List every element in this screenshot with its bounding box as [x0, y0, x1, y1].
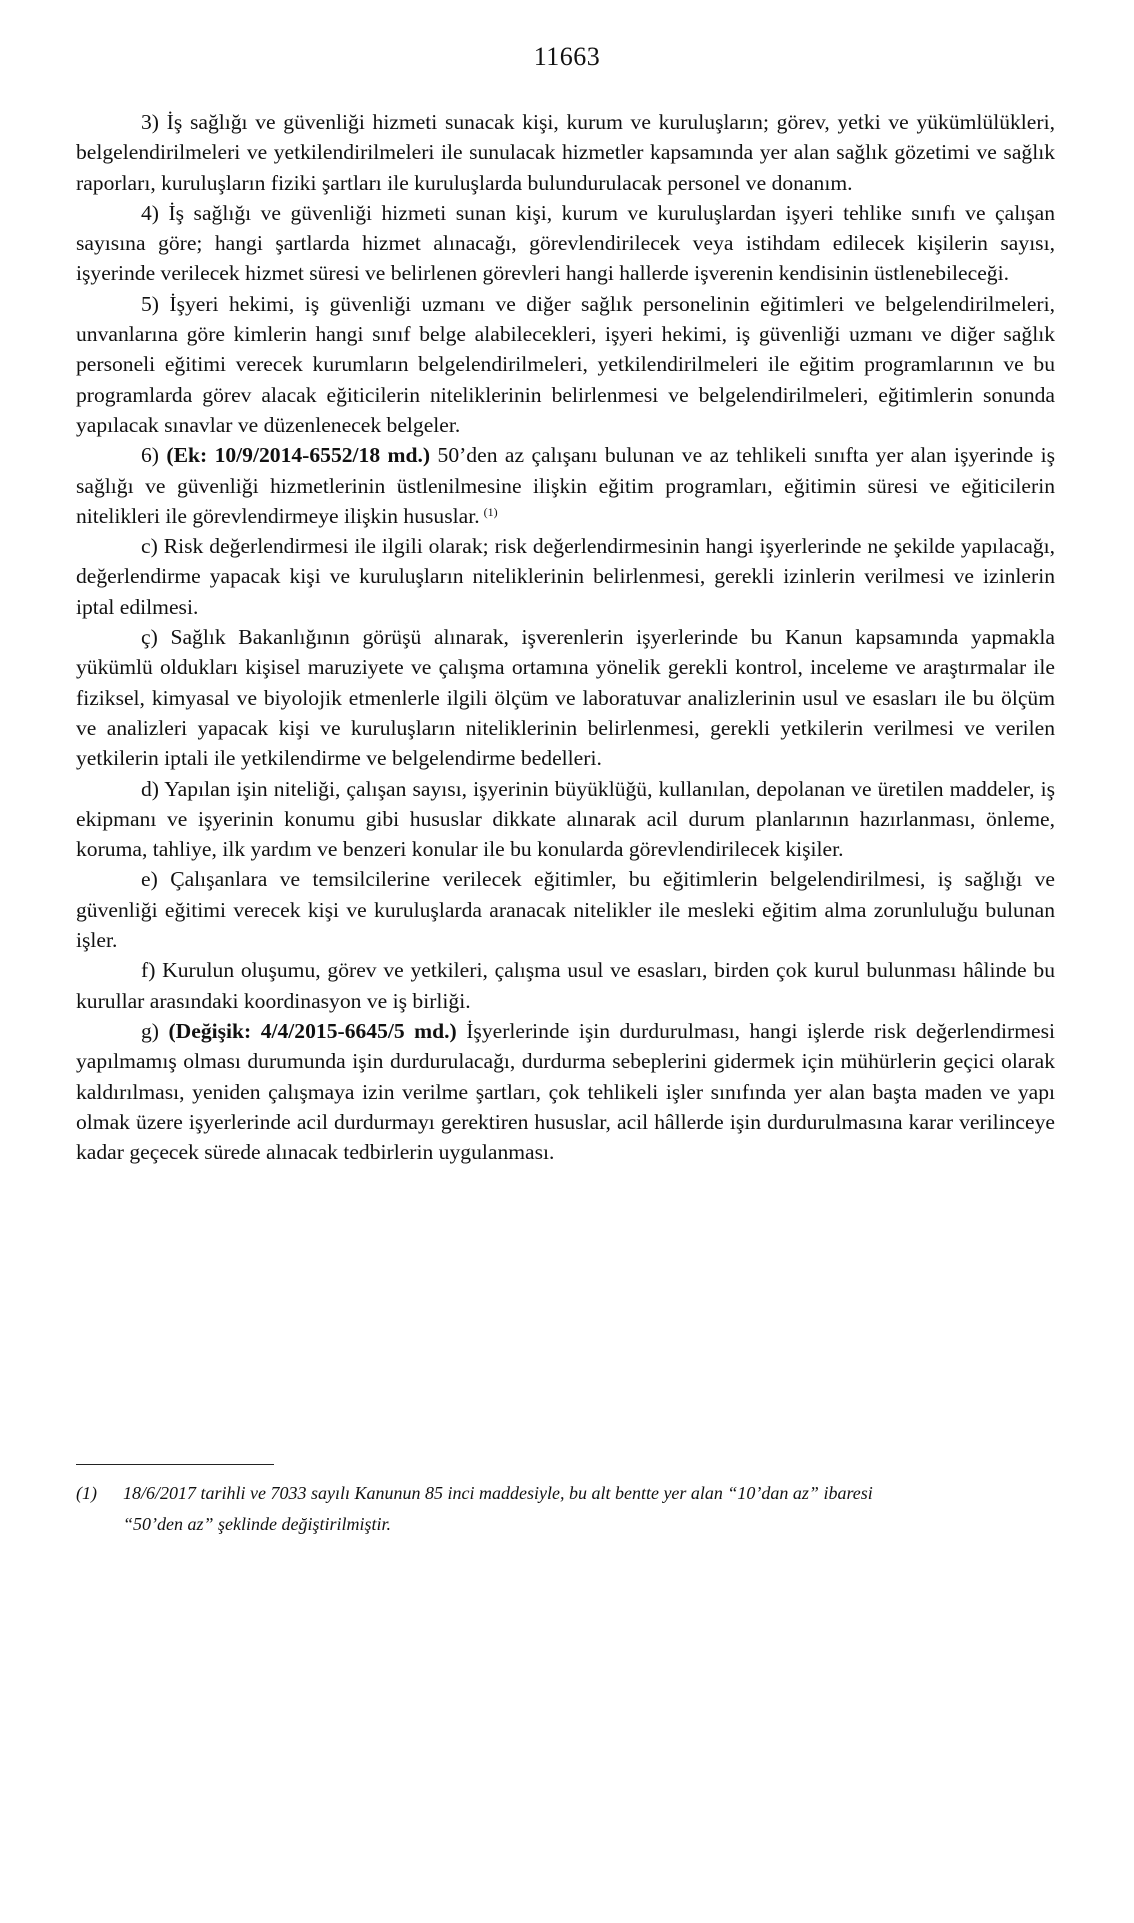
- paragraph-text: 3) İş sağlığı ve güvenliği hizmeti sunacak kişi, kurum ve kuruluşların; görev, yetki ve yükümlülükleri, belgelendirilmeleri ve yetkilendirilmeleri ile sunulacak hizmetler kapsamında yer alan sağlık gözetimi ve sağlık raporları, kuruluşların fiziki şartları ile kuruluşlarda bulundurulacak personel ve donanım.: [76, 110, 1055, 195]
- paragraph-text: İşyerlerinde işin durdurulması, hangi işlerde risk değerlendirmesi yapılmamış olması durumunda işin durdurulacağı, durdurma sebeplerini gidermek için mühürlerin geçici olarak kaldırılması, yeniden çalışmaya izin verilme şartları, çok tehlikeli işler sınıfında yer alan başta maden ve yapı olmak üzere işyerlerinde acil durdurmayı gerektiren hususlar, acil hâllerde işin durdurulmasına karar verilinceye kadar geçecek sürede alınacak tedbirlerin uygulanması.: [76, 1018, 1056, 1165]
- footnote: [76, 1478, 1055, 1540]
- amendment-note: (Değişik: 4/4/2015-6645/5 md.): [168, 1018, 457, 1043]
- paragraph-item-e: [76, 864, 1055, 955]
- paragraph-item-c: [76, 531, 1055, 622]
- paragraph-item-f: [76, 955, 1055, 1016]
- paragraph-text: 50’den az çalışanı bulunan ve az tehlikeli sınıfta yer alan işyerinde iş sağlığı ve güvenliği hizmetlerinin üstlenilmesine ilişkin eğitim programları, eğitimin süresi ve eğiticilerin nitelikleri ile görevlendirmeye ilişkin hususlar.: [76, 443, 1055, 528]
- footnote-text-line1: 18/6/2017 tarihli ve 7033 sayılı Kanunun 85 inci maddesiyle, bu alt bentte yer alan “10’dan az” ibaresi: [123, 1483, 873, 1503]
- paragraph-text: 5) İşyeri hekimi, iş güvenliği uzmanı ve diğer sağlık personelinin eğitimleri ve belgelendirilmeleri, unvanlarına göre kimlerin hangi sınıf belge alabilecekleri, işyeri hekimi, iş güvenliği uzmanı ve diğer sağlık personeli eğitimi verecek kurumların belgelendirilmeleri, yetkilendirilmeleri ile eğitim programlarının ve bu programlarda görev alacak eğiticilerin niteliklerinin belirlenmesi ve belgelendirilmeleri, eğitimlerin sonunda yapılacak sınavlar ve düzenlenecek belgeler.: [76, 291, 1055, 437]
- footnote-reference: (1): [483, 504, 498, 519]
- page-number: 11663: [533, 42, 601, 71]
- amendment-note: (Ek: 10/9/2014-6552/18 md.): [166, 443, 431, 468]
- paragraph-text: ç) Sağlık Bakanlığının görüşü alınarak, işverenlerin işyerlerinde bu Kanun kapsamında yapmakla yükümlü oldukları kişisel maruziyete ve çalışma ortamına yönelik gerekli kontrol, inceleme ve araştırmalar ile fiziksel, kimyasal ve biyolojik etmenlerle ilgili ölçüm ve laboratuvar analizlerinin usul ve esasları ile bu ölçüm ve analizleri yapacak kişi ve kuruluşların niteliklerinin belirlenmesi, gerekli yetkilerin verilmesi ve verilen yetkilerin iptali ile yetkilendirme ve belgelendirme bedelleri.: [76, 625, 1055, 771]
- paragraph-text: d) Yapılan işin niteliği, çalışan sayısı, işyerinin büyüklüğü, kullanılan, depolanan ve üretilen maddeler, iş ekipmanı ve işyerinin konumu gibi hususlar dikkate alınarak acil durum planlarının hazırlanması, önleme, koruma, tahliye, ilk yardım ve benzeri konular ile bu konularda görevlendirilecek kişiler.: [76, 776, 1055, 862]
- paragraph-text: f) Kurulun oluşumu, görev ve yetkileri, çalışma usul ve esasları, birden çok kurul bulunması hâlinde bu kurullar arasındaki koordinasyon ve iş birliği.: [76, 958, 1055, 1013]
- footnote-marker: (1): [76, 1483, 97, 1503]
- paragraph-item-3: [76, 107, 1055, 198]
- paragraph-item-5: [76, 289, 1055, 440]
- paragraph-text: c) Risk değerlendirmesi ile ilgili olarak; risk değerlendirmesinin hangi işyerlerinde ne şekilde yapılacağı, değerlendirme yapacak kişi ve kuruluşların niteliklerinin belirlenmesi, gerekli izinlerin verilmesi ve izinlerin iptal edilmesi.: [76, 534, 1055, 619]
- paragraph-prefix: g): [141, 1018, 169, 1043]
- footnote-divider: [76, 1464, 274, 1465]
- paragraph-item-6: [76, 440, 1055, 531]
- paragraph-text: 4) İş sağlığı ve güvenliği hizmeti sunan kişi, kurum ve kuruluşlardan işyeri tehlike sınıfı ve çalışan sayısına göre; hangi şartlarda hizmet alınacağı, görevlendirilecek veya istihdam edilecek kişilerin sayısı, işyerinde verilecek hizmet süresi ve belirlenen görevleri hangi hallerde işverenin kendisinin üstlenebileceği.: [76, 200, 1055, 286]
- paragraph-item-4: [76, 198, 1055, 289]
- paragraph-item-cc: [76, 622, 1055, 773]
- paragraph-prefix: 6): [141, 443, 167, 468]
- paragraph-item-d: [76, 774, 1055, 865]
- footnote-text-line2: “50’den az” şeklinde değiştirilmiştir.: [123, 1514, 392, 1534]
- paragraph-text: e) Çalışanlara ve temsilcilerine verilecek eğitimler, bu eğitimlerin belgelendirilmesi, iş sağlığı ve güvenliği eğitimi verecek kişi ve kuruluşlarda aranacak nitelikler ile mesleki eğitim alma zorunluluğu bulunan işler.: [76, 867, 1055, 953]
- body-text: [76, 107, 1055, 1167]
- paragraph-item-g: [76, 1016, 1055, 1167]
